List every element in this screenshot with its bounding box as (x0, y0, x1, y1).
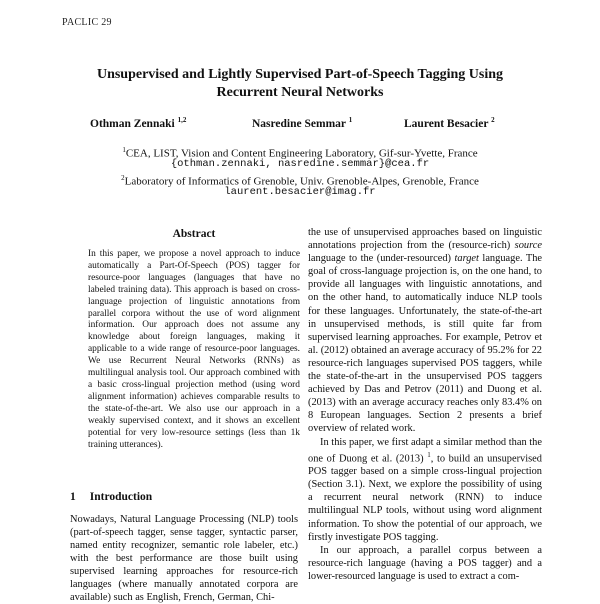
author-3: Laurent Besacier $^2$ (404, 116, 495, 130)
paragraph-3: In our approach, a parallel corpus between a resource-rich language (having a POS tagger) and a lower-resourced language is used to extract a com- (308, 544, 542, 582)
author-1: Othman Zennaki $^{1,2}$ (90, 116, 187, 130)
paragraph-1: the use of unsupervised approaches based on linguistic annotations projection from the (resource-rich) source language to the (under-resourced) target language. The goal of cross-language projection is, on the one hand, to provide all languages with linguistic annotations, and on the other hand, to automatically induce NLP tools for these languages. Unfortunately, the state-of-the-art in unsupervised methods, is still quite far from supervised learning approaches. For example, Petrov et al. (2012) obtained an average accuracy of 95.2% for 22 resource-rich languages supervised POS taggers, while the state-of-the-art in the unsupervised POS taggers achieved by Das and Petrov (2011) and Duong et al. (2013) with an average accuracy reaches only 83.4% on 8 European languages. Section 2 presents a brief overview of related work. (308, 227, 543, 435)
affiliation-2-email: laurent.besacier@imag.fr (224, 186, 376, 198)
affiliation-1: $^1$CEA, LIST, Vision and Content Engineering Laboratory, Gif-sur-Yvette, France (122, 146, 478, 160)
abstract-text: In this paper, we propose a novel approach to induce automatically a Part-Of-Speech (POS) tagger for resource-poor languages (languages that have no labeled training data). This approach is based on cross-language projection of linguistic annotations from parallel corpora without the use of word alignment information. Our approach does not assume any knowledge about foreign languages, making it applicable to a wide range of resource-poor languages. We use Recurrent Neural Networks (RNNs) as multilingual analysis tool. Our approach combined with a basic cross-lingual projection method (using word alignment information) achieves comparable results to the state-of-the-art. We also use our approach in a weakly supervised context, and it shows an excellent potential for very low-resource settings (less than 1k training utterances). (88, 249, 300, 450)
venue-header: PACLIC 29 (62, 17, 112, 28)
title-line-2: Recurrent Neural Networks (216, 85, 384, 100)
introduction-heading: 1 Introduction (70, 491, 153, 503)
abstract-heading: Abstract (172, 228, 216, 240)
affiliation-1-email: {othman.zennaki, nasredine.semmar}@cea.fr (170, 158, 430, 170)
footnote-mark: 1 (427, 450, 431, 459)
title-line-1: Unsupervised and Lightly Supervised Part-of-Speech Tagging Using (96, 67, 504, 82)
author-2: Nasredine Semmar $^1$ (252, 116, 353, 130)
affiliation-2: $^2$Laboratory of Informatics of Grenoble, Univ. Grenoble-Alpes, Grenoble, France (121, 174, 479, 188)
paragraph-2: In this paper, we first adapt a similar method than the one of Duong et al. (2013) $^1$, to build an unsupervised POS tagger based on a simple cross-lingual projection (Section 3.1). Next, we explore the possibility of using a recurrent neural network (RNN) to induce multilingual NLP tools, without using word alignment information. To show the potential of our approach, we firstly investigate POS tagging. (308, 436, 542, 543)
introduction-text: Nowadays, Natural Language Processing (NLP) tools (part-of-speech tagger, sense tagger, syntactic parser, named entity recognizer, semantic role labeler, etc.) with the best performance are those built using supervised learning approaches for resource-rich languages (where manually annotated corpora are available) such as English, French, German, Chi- (70, 514, 298, 603)
paper-title (40, 66, 560, 102)
right-column-text (308, 226, 542, 583)
